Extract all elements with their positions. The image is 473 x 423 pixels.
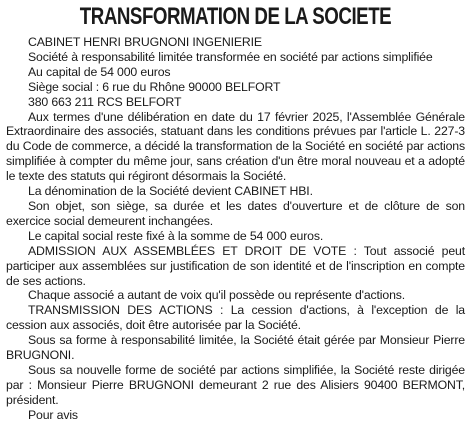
paragraph-new-management: Sous sa nouvelle forme de société par actions simplifiée, la Société reste dirigée par : Monsieur Pierre BRUGNONI demeurant 2 rue des Alisiers 90400 BERMONT, président. xyxy=(6,362,465,407)
company-capital: Au capital de 54 000 euros xyxy=(28,64,171,79)
paragraph-object-seat: Son objet, son siège, sa durée et les dates d'ouverture et de clôture de son exercice social demeurent inchangées. xyxy=(6,198,465,228)
paragraph-denomination: La dénomination de la Société devient CABINET HBI. xyxy=(28,184,313,199)
notice-body xyxy=(6,35,465,423)
paragraph-capital: Le capital social reste fixé à la somme de 54 000 euros. xyxy=(28,228,324,243)
paragraph-votes: Chaque associé a autant de voix qu'il possède ou représente d'actions. xyxy=(28,288,406,303)
notice-title: TRANSFORMATION DE LA SOCIETE xyxy=(79,3,392,30)
paragraph-transmission: TRANSMISSION DES ACTIONS : La cession d'actions, à l'exception de la cession aux associés, doit être autorisée par la Société. xyxy=(6,303,465,333)
company-seat: Siège social : 6 rue du Rhône 90000 BELFORT xyxy=(28,79,281,94)
company-rcs: 380 663 211 RCS BELFORT xyxy=(28,94,182,109)
paragraph-admission: ADMISSION AUX ASSEMBLÉES ET DROIT DE VOTE : Tout associé peut participer aux assemblées sur justification de son identité et de l'inscription en compte de ses actions. xyxy=(6,243,465,288)
paragraph-deliberation: Aux termes d'une délibération en date du 17 février 2025, l'Assemblée Générale Extraordinaire des associés, statuant dans les conditions prévues par l'article L. 227-3 du Code de commerce, a décidé la transformation de la Société en société par actions simplifiée à compter du même jour, sans création d'un être moral nouveau et a adopté le texte des statuts qui régiront désormais la Société. xyxy=(6,109,465,184)
company-legal-form: Société à responsabilité limitée transformée en société par actions simplifiée xyxy=(28,49,433,64)
paragraph-former-management: Sous sa forme à responsabilité limitée, la Société était gérée par Monsieur Pierre BRUGNONI. xyxy=(6,333,465,363)
paragraph-closing: Pour avis xyxy=(28,407,78,422)
company-name: CABINET HENRI BRUGNONI INGENIERIE xyxy=(28,35,262,49)
